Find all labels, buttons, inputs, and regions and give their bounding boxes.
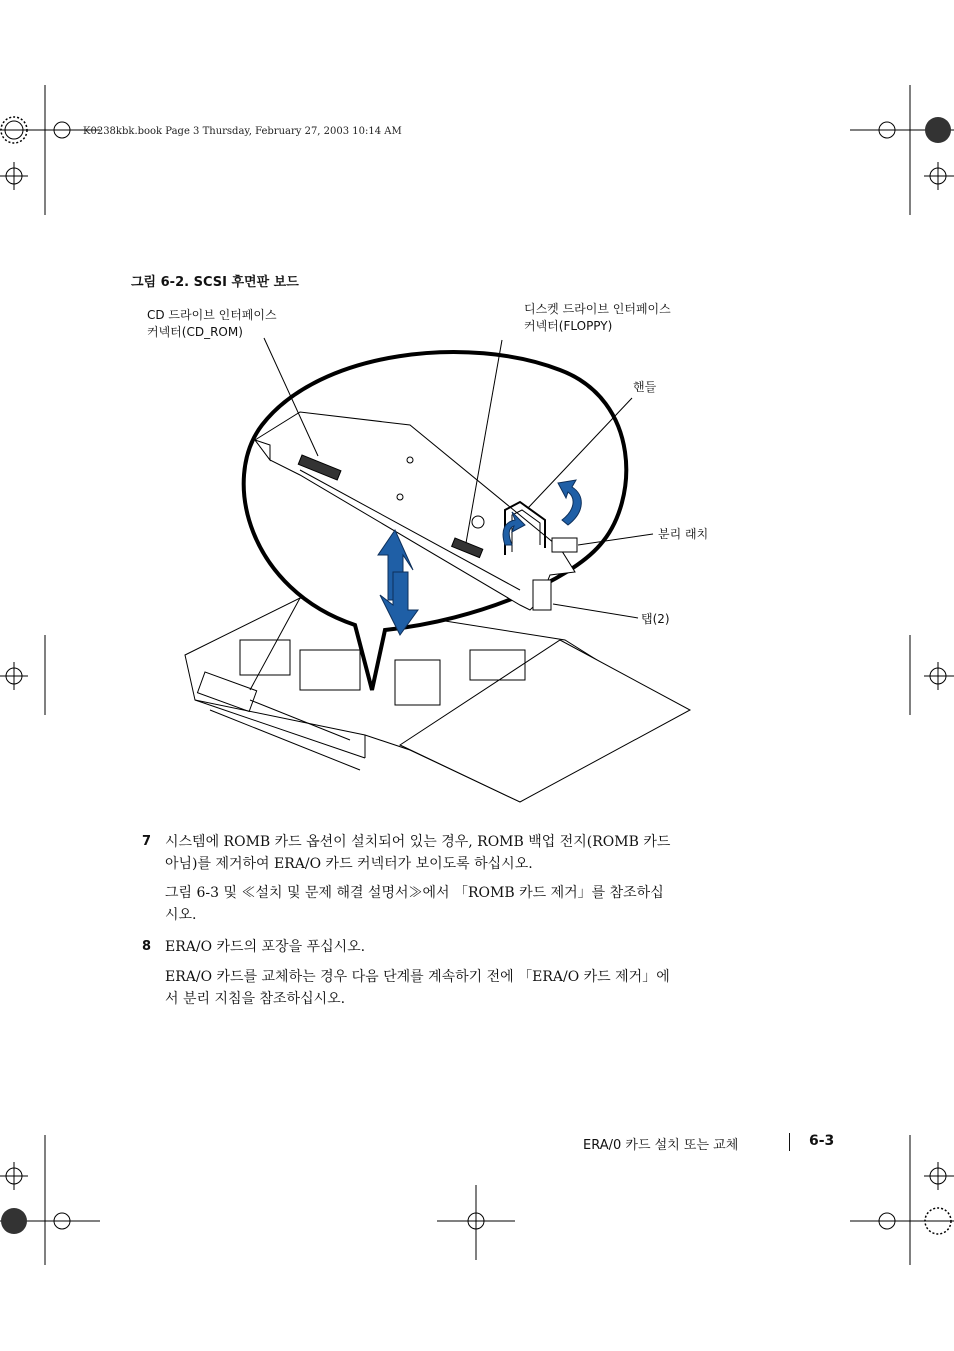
step-8-line1: ERA/O 카드의 포장을 푸십시오. [165,939,366,955]
page-number: 6-3 [809,1133,835,1149]
step-8-sub-line1: ERA/O 카드를 교체하는 경우 다음 단계를 계속하기 전에 「ERA/O 카드 제거」에 [165,969,670,985]
step-8-number: 8 [142,939,152,954]
floppy-callout-line1: 디스켓 드라이브 인터페이스 [524,302,671,316]
handle-callout: 핸들 [633,380,657,394]
step-7-sub-line1: 그림 6-3 및 ≪설치 및 문제 해결 설명서≫에서 「ROMB 카드 제거」를 참조하십 [165,885,664,901]
footer-divider [789,1133,790,1151]
tabs-callout: 탭(2) [641,612,670,626]
footer-section-title: ERA/0 카드 설치 또는 교체 [583,1138,739,1153]
step-7-line2: 아님)를 제거하여 ERA/O 카드 커넥터가 보이도록 하십시오. [165,856,533,872]
step-7-line1: 시스템에 ROMB 카드 옵션이 설치되어 있는 경우, ROMB 백업 전지(ROMB 카드 [165,834,671,850]
step-7-sub-line2: 시오. [165,907,197,923]
step-8-sub-line2: 서 분리 지침을 참조하십시오. [165,991,346,1007]
figure-title: 그림 6-2. SCSI 후면판 보드 [131,275,299,290]
floppy-connector-callout [524,301,671,335]
cd-connector-callout [147,307,277,341]
step-7-text [165,831,745,875]
step-8-subtext [165,966,745,1010]
step-7-subtext [165,882,745,926]
book-meta-header: K0238kbk.book Page 3 Thursday, February 27, 2003 10:14 AM [83,126,402,137]
cd-callout-line2: 커넥터(CD_ROM) [147,325,243,339]
step-7-number: 7 [142,834,152,849]
release-latch-callout: 분리 래치 [658,527,709,541]
floppy-callout-line2: 커넥터(FLOPPY) [524,319,613,333]
cd-callout-line1: CD 드라이브 인터페이스 [147,308,277,322]
